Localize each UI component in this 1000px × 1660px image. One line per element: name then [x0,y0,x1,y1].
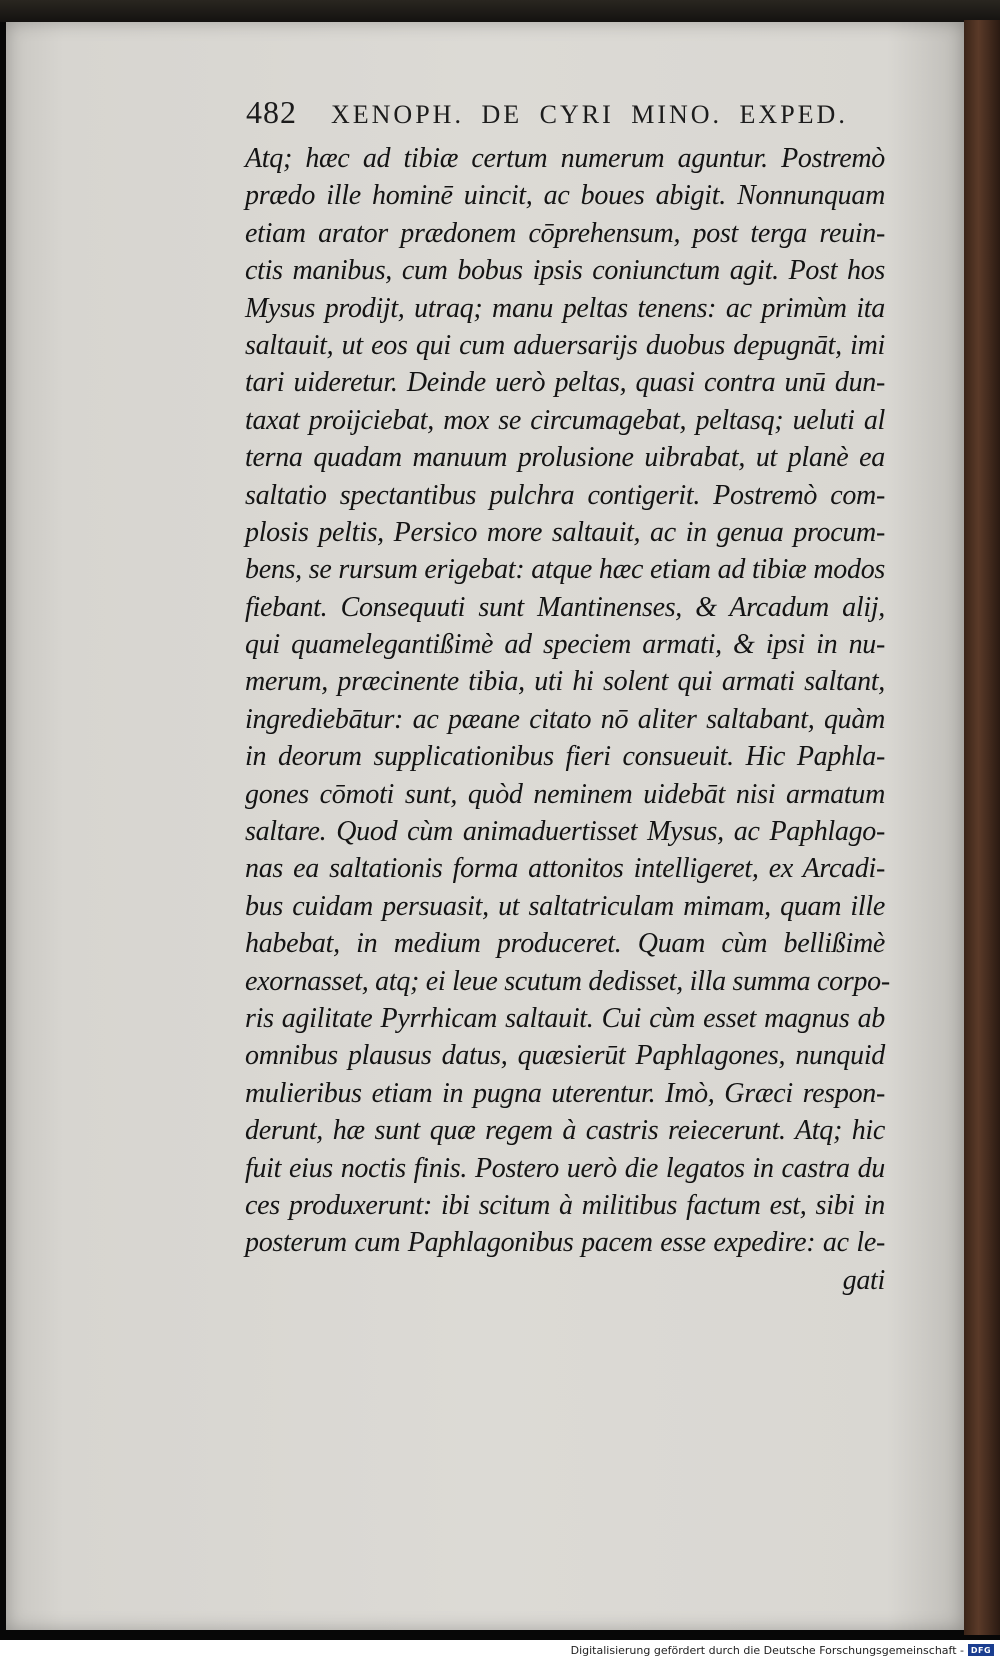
text-line: ctis manibus, cum bobus ipsis coniunctum agit. Post hos [245,255,885,287]
text-line: saltauit, ut eos qui cum aduersarijs duobus depugnāt, imi [245,329,885,361]
text-line: habebat, in medium produceret. Quam cùm bellißimè [245,928,885,960]
text-line: mulieribus etiam in pugna uterentur. Imò, Græci respon- [245,1077,885,1109]
text-line: bens, se rursum erigebat: atque hæc etiam ad tibiæ modos [245,554,885,586]
text-line: nas ea saltationis forma attonitos intelligeret, ex Arcadi- [245,853,885,885]
text-line: tari uideretur. Deinde uerò peltas, quasi contra unū dun- [245,367,885,399]
dfg-logo: DFG [968,1644,994,1656]
text-line: in deorum supplicationibus fieri consueuit. Hic Paphla- [245,741,885,773]
text-line: omnibus plausus datus, quæsierūt Paphlagones, nunquid [245,1040,885,1072]
text-line: prædo ille hominē uincit, ac boues abigit. Nonnunquam [245,180,885,212]
text-line: plosis peltis, Persico more saltauit, ac in genua procum- [245,516,885,548]
text-line: gones cōmoti sunt, quòd neminem uidebāt nisi armatum [245,778,885,810]
text-line: etiam arator prædonem cōprehensum, post terga reuin- [245,217,885,249]
text-line: Atq; hæc ad tibiæ certum numerum aguntur. Postremò [245,143,885,174]
text-line: exornasset, atq; ei leue scutum dedisset, illa summa corpo- [245,965,890,997]
text-line: fuit eius noctis finis. Postero uerò die legatos in castra du [245,1152,885,1184]
running-head: XENOPH. DE CYRI MINO. EXPED. [331,100,848,129]
text-line: saltatio spectantibus pulchra contigerit. Postremò com- [245,479,885,511]
text-line: ces produxerunt: ibi scitum à militibus factum est, sibi in [245,1189,885,1221]
text-line: qui quamelegantißimè ad speciem armati, & ipsi in nu- [245,629,885,661]
book-spine [964,20,1000,1635]
page-number: 482 [246,94,297,130]
text-line: Mysus prodijt, utraq; manu peltas tenens: ac primùm ita [245,292,885,324]
text-line: saltare. Quod cùm animaduertisset Mysus, ac Paphlago- [245,816,885,848]
text-line: merum, præcinente tibia, uti hi solent qui armati saltant, [245,666,885,698]
text-line: ris agilitate Pyrrhicam saltauit. Cui cùm esset magnus ab [245,1002,885,1034]
page-top-edge [0,0,1000,22]
text-line: taxat proijciebat, mox se circumagebat, peltasq; ueluti al [245,404,885,436]
text-line: posterum cum Paphlagonibus pacem esse expedire: ac le- [245,1227,885,1259]
text-line: derunt, hæ sunt quæ regem à castris reiecerunt. Atq; hic [245,1115,885,1147]
digitization-footer [0,1640,1000,1660]
page-header [246,94,886,134]
footer-credit: Digitalisierung gefördert durch die Deutsche Forschungsgemeinschaft - [570,1643,964,1657]
catchword: gati [842,1264,885,1296]
text-line: bus cuidam persuasit, ut saltatriculam mimam, quam ille [245,890,885,922]
text-line: fiebant. Consequuti sunt Mantinenses, & Arcadum alij, [245,591,885,623]
page-body-text [245,140,890,1299]
text-line: ingrediebātur: ac pæane citato nō aliter saltabant, quàm [245,703,885,735]
text-line: terna quadam manuum prolusione uibrabat, ut planè ea [245,442,885,474]
